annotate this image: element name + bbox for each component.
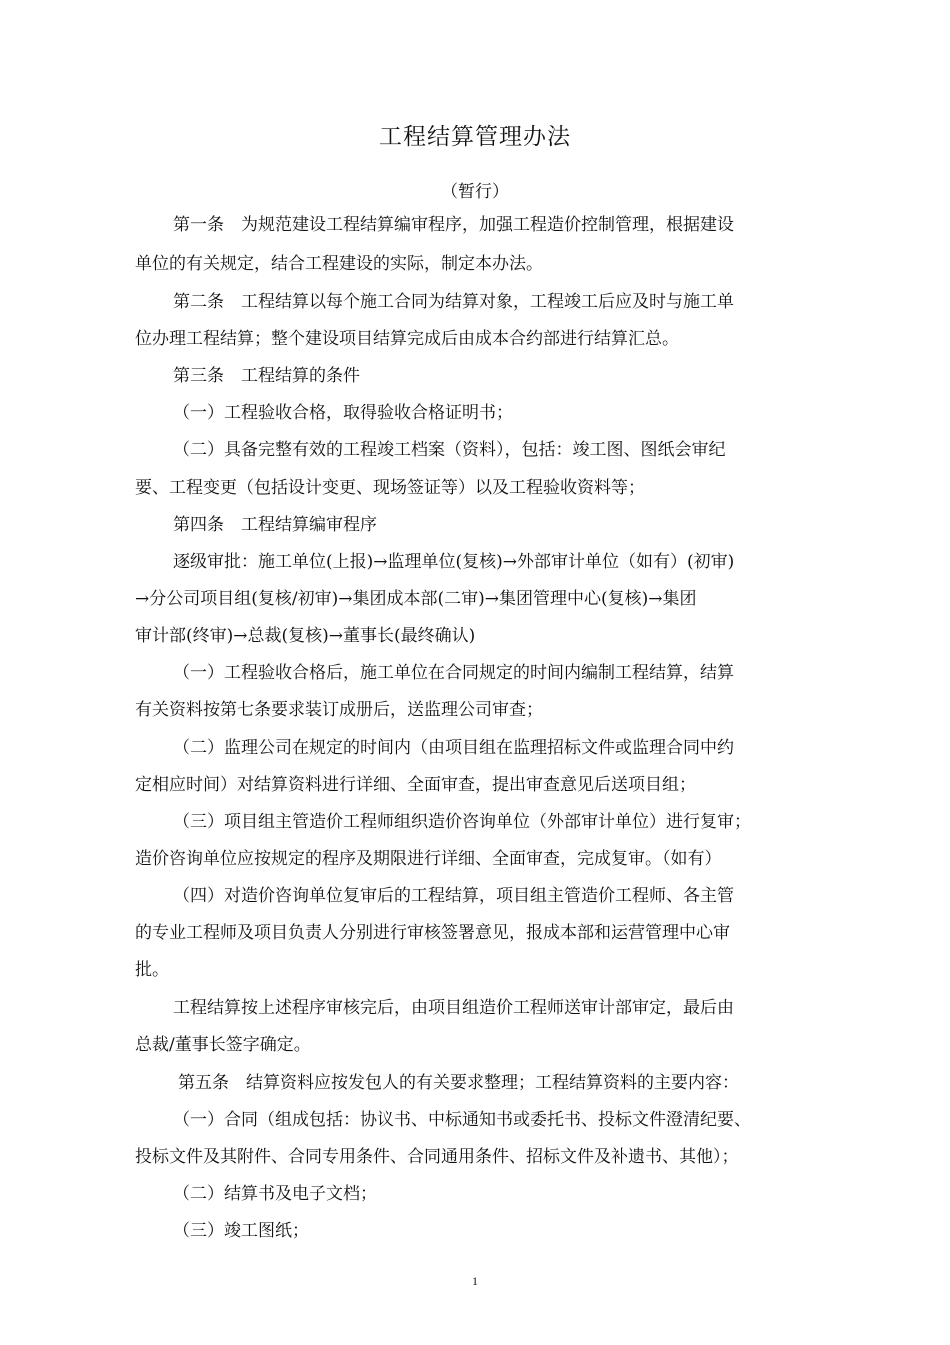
document-title: 工程结算管理办法: [379, 124, 571, 150]
paragraph-line: 有关资料按第七条要求装订成册后，送监理公司审查；: [135, 700, 543, 720]
paragraph-line: 造价咨询单位应按规定的程序及期限进行详细、全面审查，完成复审。（如有）: [135, 849, 722, 869]
paragraph-line: （三）项目组主管造价工程师组织造价咨询单位（外部审计单位）进行复审；: [173, 812, 751, 832]
paragraph-line: 第二条 工程结算以每个施工合同为结算对象，工程竣工后应及时与施工单: [173, 292, 734, 312]
paragraph-line: 单位的有关规定，结合工程建设的实际，制定本办法。: [135, 254, 543, 274]
paragraph-line: 批。: [135, 960, 169, 980]
paragraph-line: 第四条 工程结算编审程序: [173, 515, 377, 535]
paragraph-line: 定相应时间）对结算资料进行详细、全面审查，提出审查意见后送项目组；: [135, 775, 696, 795]
paragraph-line: （一）工程验收合格后，施工单位在合同规定的时间内编制工程结算，结算: [173, 663, 734, 683]
paragraph-line: （一）工程验收合格，取得验收合格证明书；: [173, 403, 513, 423]
paragraph-line: 的专业工程师及项目负责人分别进行审核签署意见，报成本部和运营管理中心审: [135, 923, 730, 943]
paragraph-line: （四）对造价咨询单位复审后的工程结算，项目组主管造价工程师、各主管: [173, 886, 734, 906]
paragraph-line: 审计部(终审)→总裁(复核)→董事长(最终确认): [135, 626, 476, 646]
paragraph-line: （二）具备完整有效的工程竣工档案（资料），包括：竣工图、图纸会审纪: [173, 440, 726, 460]
paragraph-line: 投标文件及其附件、合同专用条件、合同通用条件、招标文件及补遗书、其他）；: [135, 1147, 739, 1167]
paragraph-line: 第三条 工程结算的条件: [173, 366, 360, 386]
paragraph-line: →分公司项目组(复核/初审)→集团成本部(二审)→集团管理中心(复核)→集团: [135, 589, 697, 609]
paragraph-line: 第五条 结算资料应按发包人的有关要求整理；工程结算资料的主要内容：: [178, 1073, 739, 1093]
paragraph-line: 第一条 为规范建设工程结算编审程序，加强工程造价控制管理，根据建设: [173, 215, 734, 235]
document-subtitle: （暂行）: [441, 182, 509, 202]
paragraph-line: 要、工程变更（包括设计变更、现场签证等）以及工程验收资料等；: [135, 478, 645, 498]
paragraph-line: （二）监理公司在规定的时间内（由项目组在监理招标文件或监理合同中约: [173, 738, 734, 758]
paragraph-line: 总裁/董事长签字确定。: [135, 1035, 311, 1055]
paragraph-line: （三）竣工图纸；: [173, 1221, 309, 1241]
paragraph-line: 逐级审批：施工单位(上报)→监理单位(复核)→外部审计单位（如有）(初审): [173, 552, 735, 572]
paragraph-line: 工程结算按上述程序审核完后，由项目组造价工程师送审计部审定，最后由: [173, 998, 734, 1018]
page-number: 1: [472, 1274, 478, 1288]
paragraph-line: （二）结算书及电子文档；: [173, 1184, 377, 1204]
paragraph-line: 位办理工程结算；整个建设项目结算完成后由成本合约部进行结算汇总。: [135, 329, 679, 349]
paragraph-line: （一）合同（组成包括：协议书、中标通知书或委托书、投标文件澄清纪要、: [173, 1110, 751, 1130]
